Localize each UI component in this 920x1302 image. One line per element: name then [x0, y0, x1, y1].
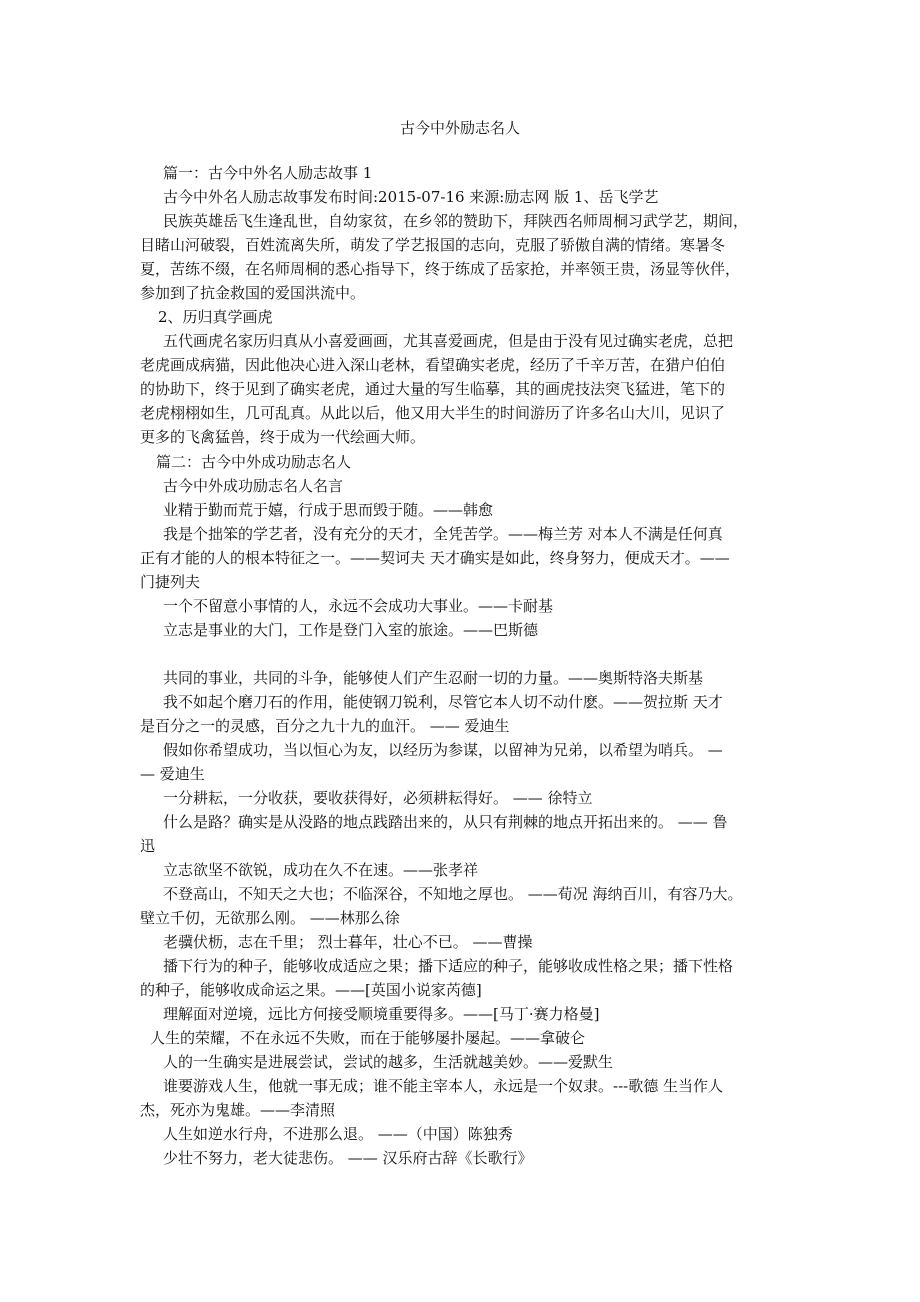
- text-line: 参加到了抗金救国的爱国洪流中。: [140, 284, 366, 302]
- text-line: 迅: [140, 837, 156, 855]
- text-line: 一分耕耘，一分收获，要收获得好，必须耕耘得好。 —— 徐特立: [163, 789, 593, 807]
- text-line: 假如你希望成功，当以恒心为友，以经历为参谋，以留神为兄弟，以希望为哨兵。 —: [163, 741, 723, 759]
- text-line: 古今中外名人励志故事发布时间:2015-07-16 来源:励志网 版 1、岳飞学艺: [163, 188, 659, 206]
- text-line: 的协助下，终于见到了确实老虎，通过大量的写生临摹，其的画虎技法突飞猛进，笔下的: [140, 380, 726, 398]
- text-line: 的种子，能够收成命运之果。——[英国小说家芮德]: [140, 981, 482, 999]
- text-line: 少壮不努力，老大徒悲伤。 —— 汉乐府古辞《长歌行》: [163, 1149, 533, 1167]
- text-line: 篇二：古今中外成功励志名人: [156, 453, 352, 471]
- text-line: 一个不留意小事情的人，永远不会成功大事业。——卡耐基: [163, 597, 554, 615]
- text-line: 篇一：古今中外名人励志故事 1: [163, 164, 373, 182]
- text-line: 人生如逆水行舟，不进那么退。 ——（中国）陈独秀: [163, 1125, 513, 1143]
- text-line: 播下行为的种子，能够收成适应之果；播下适应的种子，能够收成性格之果；播下性格: [163, 957, 734, 975]
- text-line: — 爱迪生: [140, 765, 205, 783]
- text-line: 立志是事业的大门，工作是登门入室的旅途。——巴斯德: [163, 621, 539, 639]
- text-line: 共同的事业，共同的斗争，能够使人们产生忍耐一切的力量。——奥斯特洛夫斯基: [163, 669, 704, 687]
- document-title: 古今中外励志名人: [399, 119, 520, 137]
- text-line: 五代画虎名家历归真从小喜爱画画，尤其喜爱画虎，但是由于没有见过确实老虎，总把: [163, 332, 734, 350]
- text-line: 老骥伏枥，志在千里； 烈士暮年，壮心不已。 ——曹操: [163, 933, 533, 951]
- text-line: 我不如起个磨刀石的作用，能使钢刀锐利，尽管它本人切不动什麽。——贺拉斯 天才: [163, 693, 723, 711]
- text-line: 老虎栩栩如生，几可乱真。从此以后，他又用大半生的时间游历了许多名山大川，见识了: [140, 404, 726, 422]
- text-line: 什么是路？确实是从没路的地点践踏出来的，从只有荆棘的地点开拓出来的。 —— 鲁: [163, 813, 728, 831]
- text-line: 人的一生确实是进展尝试，尝试的越多，生活就越美妙。——爱默生: [163, 1053, 614, 1071]
- text-line: 理解面对逆境，远比方何接受顺境重要得多。——[马丁·赛力格曼]: [163, 1005, 600, 1023]
- text-line: 业精于勤而荒于嬉，行成于思而毁于随。——韩愈: [163, 501, 494, 519]
- text-line: 更多的飞禽猛兽，终于成为一代绘画大师。: [140, 428, 426, 446]
- text-line: 我是个拙笨的学艺者，没有充分的天才，全凭苦学。——梅兰芳 对本人不满是任何真: [163, 525, 723, 543]
- text-line: 立志欲坚不欲锐，成功在久不在速。——张孝祥: [163, 861, 479, 879]
- text-line: 夏，苦练不缀，在名师周桐的悉心指导下，终于练成了岳家抢，并率领王贵，汤显等伙伴，: [140, 260, 741, 278]
- text-line: 门捷列夫: [140, 573, 201, 591]
- text-line: 不登高山，不知天之大也；不临深谷，不知地之厚也。 ——荀况 海纳百川，有容乃大。: [163, 885, 743, 903]
- text-line: 杰，死亦为鬼雄。——李清照: [140, 1101, 336, 1119]
- text-line: 民族英雄岳飞生逢乱世，自幼家贫，在乡邻的赞助下，拜陕西名师周桐习武学艺，期间，: [163, 212, 749, 230]
- text-line: 2、历归真学画虎: [158, 308, 273, 326]
- text-line: 壁立千仞，无欲那么刚。 ——林那么徐: [140, 909, 400, 927]
- text-line: 正有才能的人的根本特征之一。——契诃夫 天才确实是如此，终身努力，便成天才。——: [140, 549, 730, 567]
- text-line: 人生的荣耀，不在永远不失败，而在于能够屡扑屡起。——拿破仑: [150, 1029, 586, 1047]
- text-line: 目睹山河破裂，百姓流离失所，萌发了学艺报国的志向，克服了骄傲自满的情绪。寒暑冬: [140, 236, 726, 254]
- text-line: 谁要游戏人生，他就一事无成；谁不能主宰本人，永远是一个奴隶。---歌德 生当作人: [163, 1077, 723, 1095]
- text-line: 是百分之一的灵感，百分之九十九的血汗。 —— 爱迪生: [140, 717, 510, 735]
- text-line: 老虎画成病猫，因此他决心进入深山老林，看望确实老虎，经历了千辛万苦，在猎户伯伯: [140, 356, 726, 374]
- text-line: 古今中外成功励志名人名言: [163, 477, 344, 495]
